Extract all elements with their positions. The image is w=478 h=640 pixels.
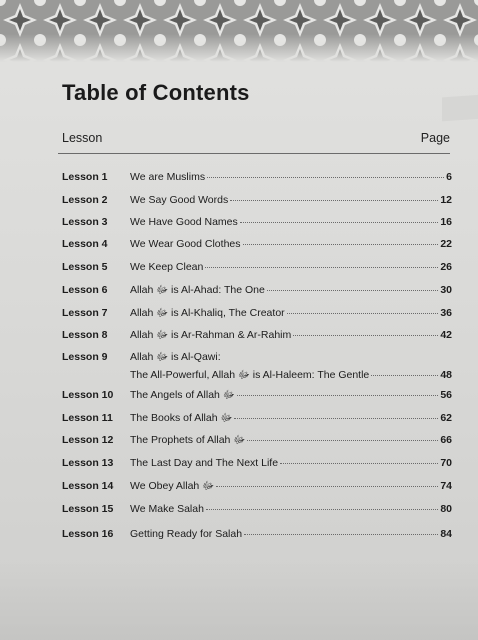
lesson-title: We Keep Clean	[130, 261, 204, 273]
dot-leader	[280, 463, 438, 464]
page-shadow	[0, 560, 478, 640]
page-number: 26	[440, 261, 452, 273]
lesson-number: Lesson 15	[62, 503, 114, 515]
lesson-number: Lesson 3	[62, 216, 108, 228]
dot-leader	[237, 395, 439, 396]
dot-leader	[207, 177, 444, 178]
lesson-title: The Prophets of Allah ﷻ	[130, 434, 246, 446]
lesson-number: Lesson 5	[62, 261, 108, 273]
page-number: 36	[440, 307, 452, 319]
lesson-title: The Last Day and The Next Life	[130, 457, 279, 469]
lesson-title: We Have Good Names	[130, 216, 238, 228]
lesson-title: The All-Powerful, Allah ﷻ is Al-Haleem: The Gentle	[130, 369, 370, 381]
lesson-number: Lesson 13	[62, 457, 114, 469]
dot-leader	[247, 440, 438, 441]
lesson-title: Allah ﷻ is Al-Ahad: The One	[130, 284, 265, 296]
lesson-number: Lesson 6	[62, 284, 108, 296]
dot-leader	[206, 509, 438, 510]
lesson-number: Lesson 2	[62, 194, 108, 206]
page-number: 6	[446, 171, 452, 183]
lesson-title: We Obey Allah ﷻ	[130, 480, 215, 492]
lesson-number: Lesson 4	[62, 238, 108, 250]
lesson-title: We Wear Good Clothes	[130, 238, 241, 250]
lesson-title-line-1: Allah ﷻ is Al-Qawi:	[130, 351, 221, 363]
lesson-number: Lesson 14	[62, 480, 114, 492]
page-number: 48	[440, 369, 452, 381]
dot-leader	[243, 244, 439, 245]
dot-leader	[371, 375, 438, 376]
page-number: 16	[440, 216, 452, 228]
header-divider	[58, 153, 450, 154]
lesson-number: Lesson 8	[62, 329, 108, 341]
dot-leader	[205, 267, 438, 268]
lesson-number: Lesson 16	[62, 528, 114, 540]
lesson-number: Lesson 10	[62, 389, 114, 401]
lesson-title: We are Muslims	[130, 171, 206, 183]
dot-leader	[287, 313, 439, 314]
page-number: 22	[440, 238, 452, 250]
page-number: 30	[440, 284, 452, 296]
lesson-number: Lesson 11	[62, 412, 113, 424]
dot-leader	[216, 486, 438, 487]
lesson-title: Allah ﷻ is Al-Khaliq, The Creator	[130, 307, 285, 319]
page-number: 62	[440, 412, 452, 424]
page-column-header: Page	[420, 131, 450, 145]
page-number: 84	[440, 528, 452, 540]
lesson-column-header: Lesson	[62, 131, 103, 145]
lesson-number: Lesson 7	[62, 307, 108, 319]
lesson-title: We Say Good Words	[130, 194, 229, 206]
lesson-title: Getting Ready for Salah	[130, 528, 243, 540]
page-number: 74	[440, 480, 452, 492]
lesson-title: Allah ﷻ is Ar-Rahman & Ar-Rahim	[130, 329, 292, 341]
dot-leader	[234, 418, 438, 419]
dot-leader	[240, 222, 439, 223]
bleed-through-text	[442, 95, 478, 122]
lesson-number: Lesson 12	[62, 434, 114, 446]
page-number: 12	[440, 194, 452, 206]
page-title: Table of Contents	[62, 80, 250, 105]
dot-leader	[267, 290, 438, 291]
dot-leader	[244, 534, 438, 535]
dot-leader	[230, 200, 438, 201]
lesson-title: We Make Salah	[130, 503, 204, 515]
lesson-number: Lesson 9	[62, 351, 108, 363]
lesson-title: The Books of Allah ﷻ	[130, 412, 233, 424]
lesson-number: Lesson 1	[62, 171, 108, 183]
lesson-title: The Angels of Allah ﷻ	[130, 389, 235, 401]
page-number: 42	[440, 329, 452, 341]
dot-leader	[293, 335, 438, 336]
page-number: 70	[440, 457, 452, 469]
islamic-pattern-border	[0, 0, 478, 62]
page-number: 66	[440, 434, 452, 446]
page-number: 80	[440, 503, 452, 515]
page-number: 56	[440, 389, 452, 401]
